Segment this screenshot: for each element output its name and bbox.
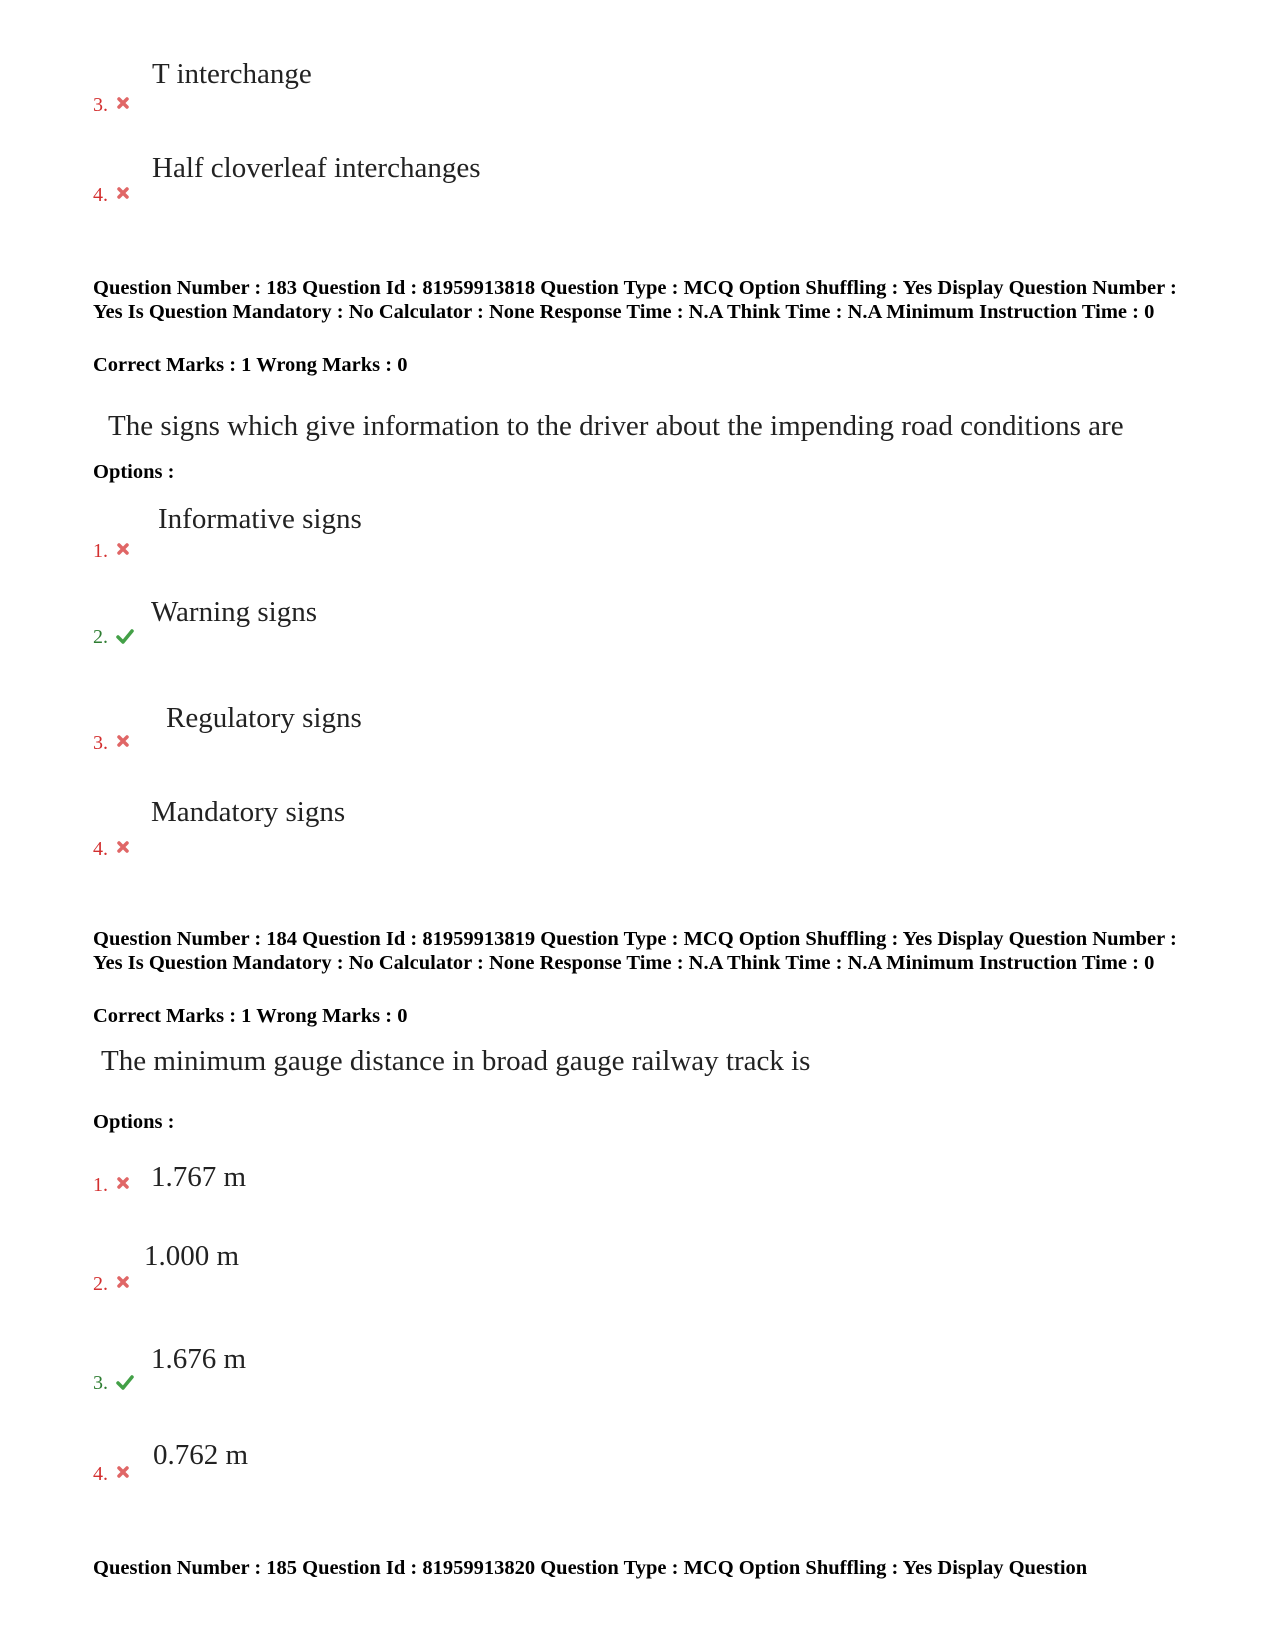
option-number	[93, 1273, 132, 1296]
option-number	[93, 94, 132, 117]
option-text: 1.767 m	[151, 1161, 247, 1193]
option-number	[93, 1463, 132, 1486]
cross-icon	[116, 1275, 132, 1291]
question-183-marks: Correct Marks : 1 Wrong Marks : 0	[93, 354, 408, 376]
cross-icon	[116, 96, 132, 112]
option-number-label: 3.	[93, 1372, 108, 1394]
question-185-meta: Question Number : 185 Question Id : 81959913820 Question Type : MCQ Option Shuffling : Yes Display Question	[93, 1557, 1088, 1579]
option-number	[93, 1174, 132, 1197]
option-text: Informative signs	[158, 503, 362, 535]
option-number-label: 1.	[93, 540, 108, 562]
option-number	[93, 184, 132, 207]
option-text: 1.000 m	[144, 1240, 240, 1272]
question-184-marks: Correct Marks : 1 Wrong Marks : 0	[93, 1005, 408, 1027]
option-number-label: 4.	[93, 1463, 108, 1485]
option-text: Warning signs	[151, 596, 318, 628]
option-text: T interchange	[152, 58, 312, 90]
question-184-meta: Question Number : 184 Question Id : 81959913819 Question Type : MCQ Option Shuffling : Yes Display Question Number : Yes Is Question Mandatory : No Calculator : None Response Time : N.A Think Time : N.A Minimum Instruction Time : 0	[93, 928, 1177, 974]
cross-icon	[116, 1176, 132, 1192]
option-number-label: 2.	[93, 626, 108, 648]
option-text: 1.676 m	[151, 1343, 247, 1375]
option-number-label: 3.	[93, 94, 108, 116]
check-icon	[116, 628, 132, 644]
option-number	[93, 838, 132, 861]
option-number-label: 1.	[93, 1174, 108, 1196]
cross-icon	[116, 840, 132, 856]
check-icon	[116, 1374, 132, 1390]
option-number	[93, 1372, 132, 1395]
option-number	[93, 732, 132, 755]
option-number-label: 3.	[93, 732, 108, 754]
option-number	[93, 540, 132, 563]
option-number-label: 4.	[93, 184, 108, 206]
cross-icon	[116, 186, 132, 202]
question-184-options-label: Options :	[93, 1111, 175, 1133]
option-number-label: 4.	[93, 838, 108, 860]
question-184-text: The minimum gauge distance in broad gauge railway track is	[101, 1045, 811, 1077]
cross-icon	[116, 542, 132, 558]
option-number	[93, 626, 132, 649]
option-text: Half cloverleaf interchanges	[152, 152, 481, 184]
cross-icon	[116, 1465, 132, 1481]
cross-icon	[116, 734, 132, 750]
question-183-meta: Question Number : 183 Question Id : 81959913818 Question Type : MCQ Option Shuffling : Yes Display Question Number : Yes Is Question Mandatory : No Calculator : None Response Time : N.A Think Time : N.A Minimum Instruction Time : 0	[93, 277, 1177, 323]
option-text: Regulatory signs	[166, 702, 362, 734]
option-number-label: 2.	[93, 1273, 108, 1295]
question-183-options-label: Options :	[93, 461, 175, 483]
option-text: 0.762 m	[153, 1439, 249, 1471]
question-183-text: The signs which give information to the driver about the impending road conditions are	[108, 410, 1124, 442]
option-text: Mandatory signs	[151, 796, 346, 828]
